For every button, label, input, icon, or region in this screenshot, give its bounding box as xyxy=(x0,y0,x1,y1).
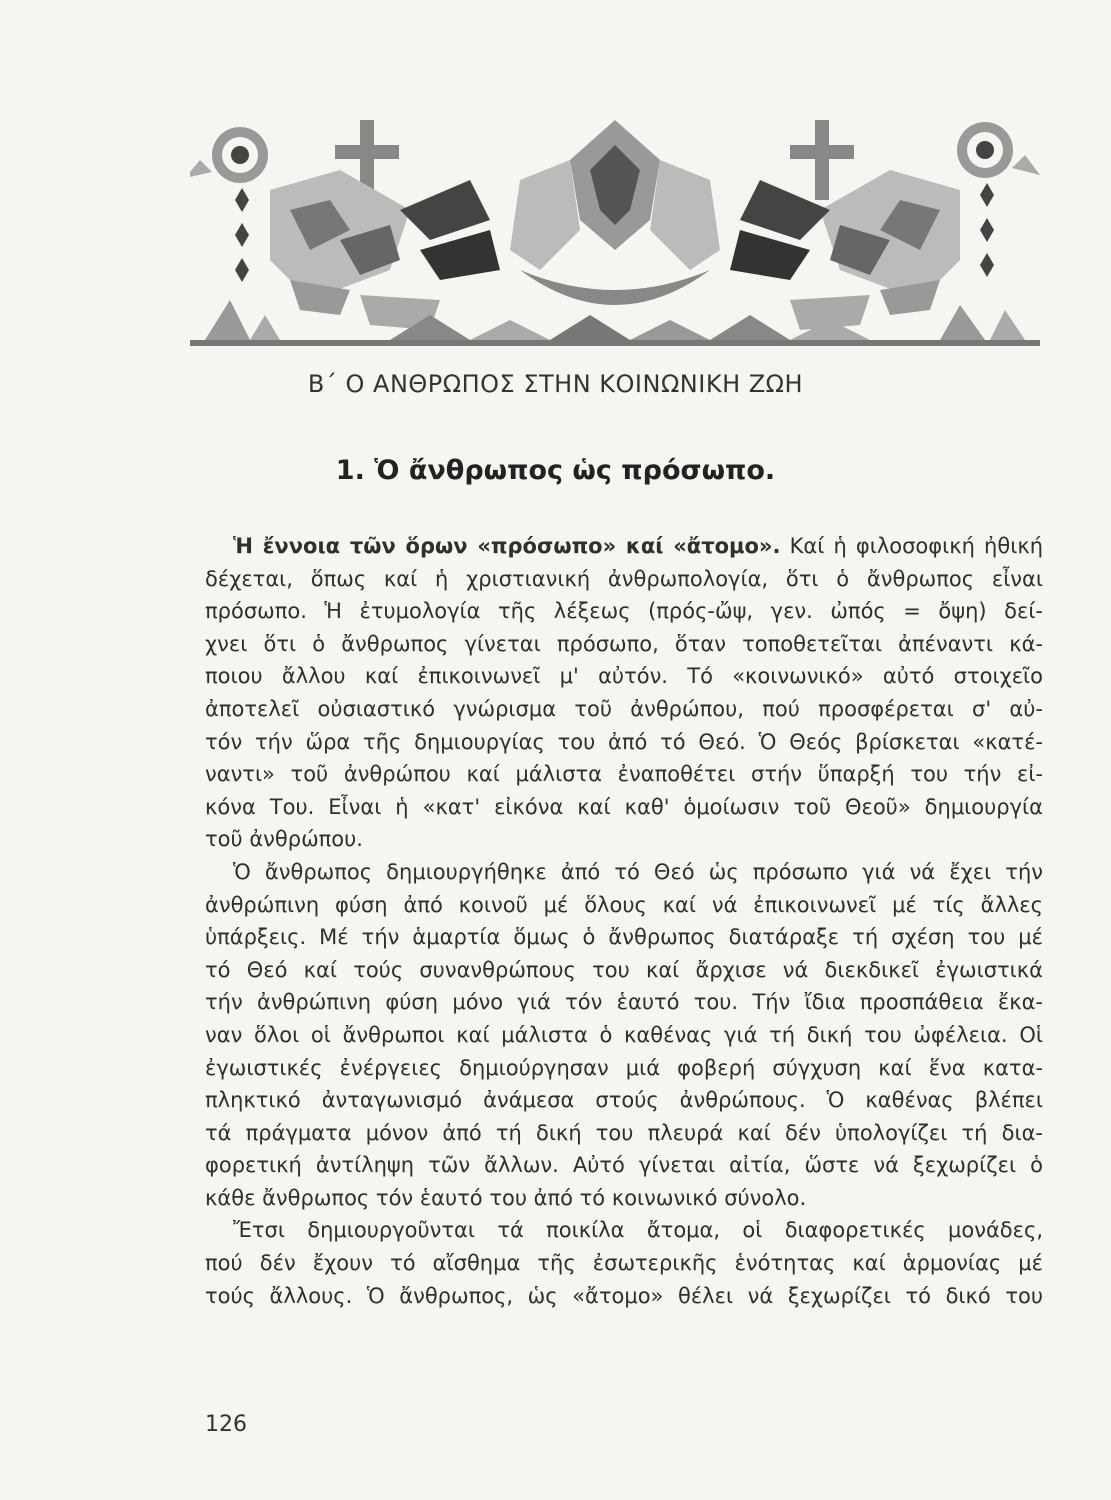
chapter-title: 1. Ὁ ἄνθρωπος ὡς πρόσωπο. xyxy=(335,455,776,486)
text-line: Ὁ ἄνθρωπος δημιουργήθηκε ἀπό τό Θεό ὡς πρόσωπο γιά νά ἔχει τήν xyxy=(233,859,1043,884)
text-line: Ἡ ἔννοια τῶν ὅρων «πρόσωπο» καί «ἄτομο». Καί ἡ φιλοσοφική ἠθική xyxy=(233,534,1044,558)
text-line: ποιου ἄλλου καί ἐπικοινωνεῖ μ' αὐτόν. Τό «κοινωνικό» αὐτό στοιχεῖο xyxy=(205,664,1043,689)
paragraph-1 xyxy=(205,530,1043,856)
page-number: 126 xyxy=(205,1412,247,1437)
text-line: τά πράγματα μόνον ἀπό τή δική του πλευρά καί δέν ὑπολογίζει τή δια- xyxy=(205,1120,1043,1145)
text-line: ναντι» τοῦ ἀνθρώπου καί μάλιστα ἐναποθέτει στήν ὕπαρξή του τήν εἰ- xyxy=(205,762,1043,787)
paragraph-3 xyxy=(205,1214,1043,1312)
paragraph-lead: Ἡ ἔννοια τῶν ὅρων «πρόσωπο» καί «ἄτομο». xyxy=(233,534,781,558)
text-line: χνει ὅτι ὁ ἄνθρωπος γίνεται πρόσωπο, ὅταν τοποθετεῖται ἀπέναντι κά- xyxy=(205,631,1043,656)
text-line: πρόσωπο. Ἡ ἐτυμολογία τῆς λέξεως (πρός-ὤψ, γεν. ὠπός = ὄψη) δεί- xyxy=(205,599,1043,624)
text-line: τό Θεό καί τούς συνανθρώπους του καί ἄρχισε νά διεκδικεῖ ἐγωιστικά xyxy=(205,957,1043,982)
text-line: τοῦ ἀνθρώπου. xyxy=(205,827,363,852)
paragraph-2 xyxy=(205,856,1043,1215)
text-line: πληκτικό ἀνταγωνισμό ἀνάμεσα στούς ἀνθρώπους. Ὁ καθένας βλέπει xyxy=(205,1088,1043,1113)
section-heading: Β΄ Ο ΑΝΘΡΩΠΟΣ ΣΤΗΝ ΚΟΙΝΩΝΙΚΗ ΖΩΗ xyxy=(307,370,804,398)
text-line: τούς ἄλλους. Ὁ ἄνθρωπος, ὡς «ἄτομο» θέλει νά ξεχωρίζει τό δικό του xyxy=(205,1283,1043,1308)
text-line: ναν ὅλοι οἱ ἄνθρωποι καί μάλιστα ὁ καθένας γιά τή δική του ὠφέλεια. Οἱ xyxy=(205,1022,1043,1047)
body-text xyxy=(205,530,1043,1312)
text-line: κάθε ἄνθρωπος τόν ἑαυτό του ἀπό τό κοινωνικό σύνολο. xyxy=(205,1185,807,1210)
text-line: δέχεται, ὅπως καί ἡ χριστιανική ἀνθρωπολογία, ὅτι ὁ ἄνθρωπος εἶναι xyxy=(205,566,1043,591)
text-line: τήν ἀνθρώπινη φύση μόνο γιά τόν ἑαυτό του. Τήν ἴδια προσπάθεια ἔκα- xyxy=(205,990,1043,1015)
text-line: ἐγωιστικές ἐνέργειες δημιούργησαν μιά φοβερή σύγχυση καί ἕνα κατα- xyxy=(205,1055,1043,1080)
text-line: τόν τήν ὥρα τῆς δημιουργίας του ἀπό τό Θεό. Ὁ Θεός βρίσκεται «κατέ- xyxy=(205,729,1043,754)
text-line: ὑπάρξεις. Μέ τήν ἁμαρτία ὅμως ὁ ἄνθρωπος διατάραξε τή σχέση του μέ xyxy=(205,925,1043,950)
text-line: ἀποτελεῖ οὐσιαστικό γνώρισμα τοῦ ἀνθρώπου, πού προσφέρεται σ' αὐ- xyxy=(205,696,1043,721)
text-line: ἀνθρώπινη φύση ἀπό κοινοῦ μέ ὅλους καί νά ἐπικοινωνεῖ μέ τίς ἄλλες xyxy=(205,892,1043,917)
text-line: φορετική ἀντίληψη τῶν ἄλλων. Αὐτό γίνεται αἰτία, ὥστε νά ξεχωρίζει ὁ xyxy=(205,1153,1043,1178)
mosaic-ornament xyxy=(190,100,1040,350)
text-line: κόνα Του. Εἶναι ἡ «κατ' εἰκόνα καί καθ' ὁμοίωσιν τοῦ Θεοῦ» δημιουργία xyxy=(205,794,1043,819)
text-line: πού δέν ἔχουν τό αἴσθημα τῆς ἐσωτερικῆς ἑνότητας καί ἁρμονίας μέ xyxy=(205,1251,1043,1276)
text-line: Ἔτσι δημιουργοῦνται τά ποικίλα ἄτομα, οἱ διαφορετικές μονάδες, xyxy=(233,1218,1043,1243)
